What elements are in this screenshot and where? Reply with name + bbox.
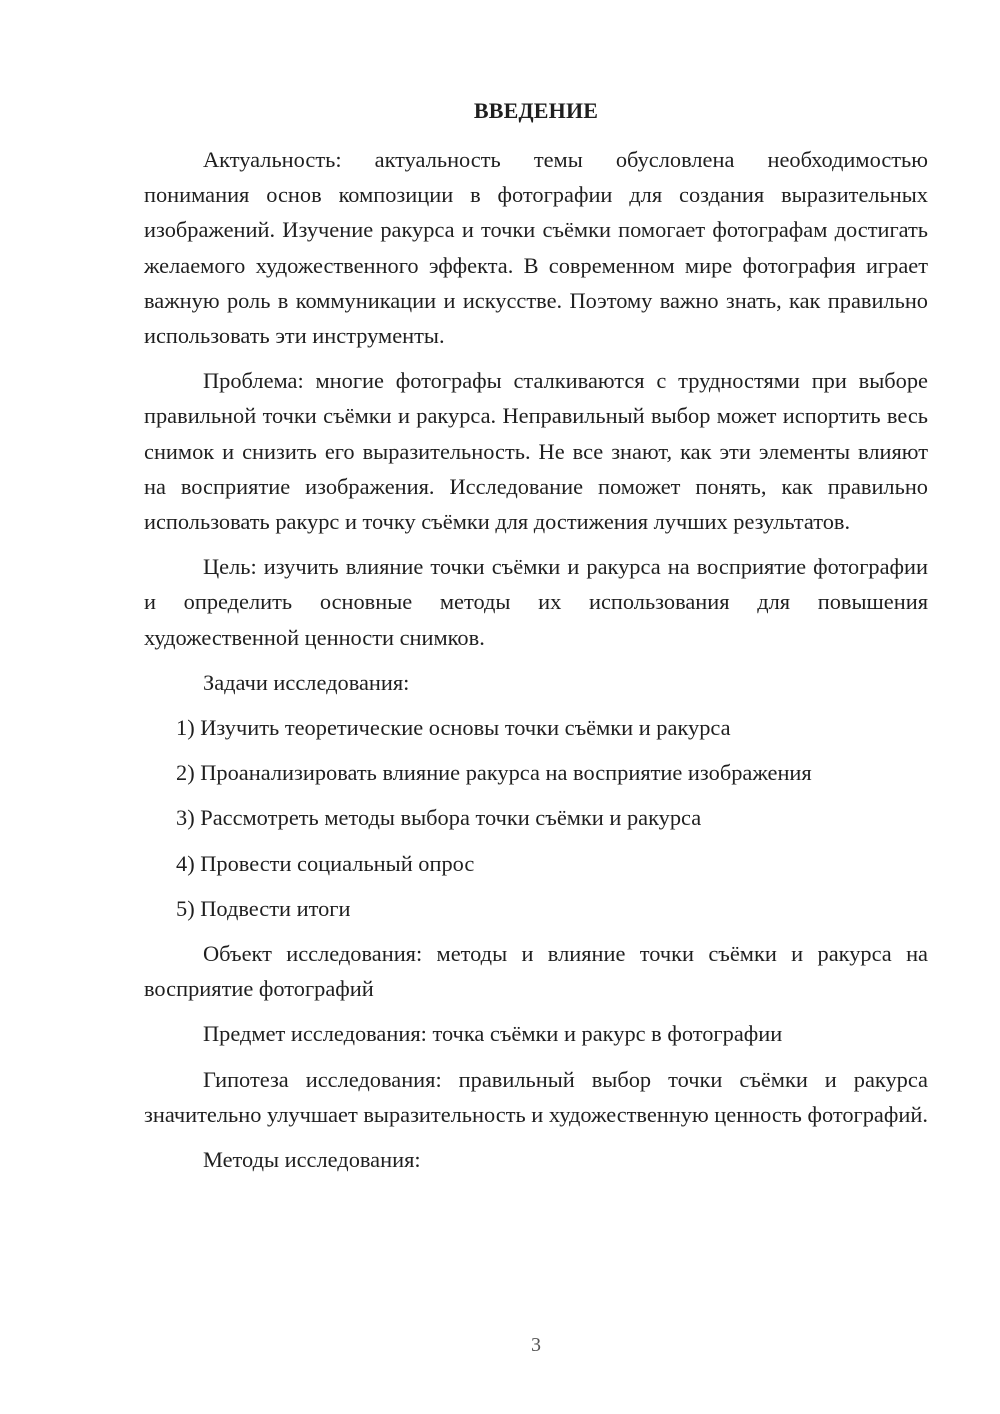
document-body [144,142,928,1187]
task-item: 2) Проанализировать влияние ракурса на восприятие изображения [176,760,812,786]
relevance-paragraph: Актуальность: актуальность темы обусловлена необходимостью понимания основ композиции в фотографии для создания выразительных изображений. Изучение ракурса и точки съёмки помогает фотографам достигать желаемого художественного эффекта. В современном мире фотография играет важную роль в коммуникации и искусстве. Поэтому важно знать, как правильно использовать эти инструменты. [144,147,928,349]
task-item: 5) Подвести итоги [176,895,351,921]
goal-paragraph: Цель: изучить влияние точки съёмки и ракурса на восприятие фотографии и определить основные методы их использования для повышения художественной ценности снимков. [144,554,928,650]
task-item: 3) Рассмотреть методы выбора точки съёмки и ракурса [176,805,702,831]
subject-paragraph: Предмет исследования: точка съёмки и ракурс в фотографии [203,1021,783,1047]
object-paragraph: Объект исследования: методы и влияние точки съёмки и ракурса на восприятие фотографий [144,941,928,1002]
page-title: ВВЕДЕНИЕ [473,98,599,123]
hypothesis-paragraph: Гипотеза исследования: правильный выбор точки съёмки и ракурса значительно улучшает выразительность и художественную ценность фотографий. [144,1066,928,1127]
methods-heading: Методы исследования: [203,1147,421,1173]
problem-paragraph: Проблема: многие фотографы сталкиваются с трудностями при выборе правильной точки съёмки и ракурса. Неправильный выбор может испортить весь снимок и снизить его выразительность. Не все знают, как эти элементы влияют на восприятие изображения. Исследование поможет понять, как правильно использовать ракурс и точку съёмки для достижения лучших результатов. [144,368,928,535]
page-number: 3 [531,1334,541,1356]
task-item: 1) Изучить теоретические основы точки съёмки и ракурса [176,715,731,741]
document-page [144,0,928,1414]
task-item: 4) Провести социальный опрос [176,850,475,876]
tasks-heading: Задачи исследования: [203,669,410,695]
